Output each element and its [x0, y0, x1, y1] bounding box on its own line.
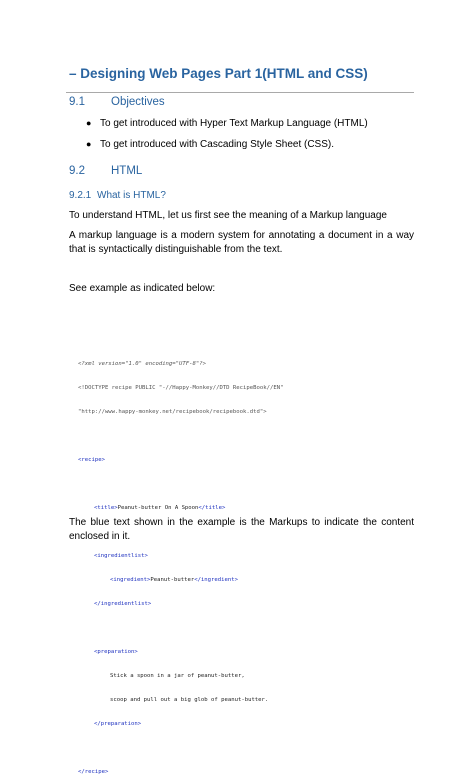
list-item — [86, 139, 334, 150]
code-tag: </ingredientlist> — [94, 601, 152, 607]
code-xml-declaration: <?xml version="1.0" encoding="UTF-8"?> — [78, 361, 206, 367]
paragraph-intro: To understand HTML, let us first see the meaning of a Markup language — [69, 210, 387, 221]
list-item-text: To get introduced with Cascading Style Sheet (CSS). — [100, 139, 335, 150]
section-title: HTML — [111, 165, 143, 177]
code-text: Peanut-butter — [150, 577, 195, 583]
code-doctype-line: "http://www.happy-monkey.net/recipebook/recipebook.dtd"> — [78, 409, 267, 415]
code-text: Stick a spoon in a jar of peanut-butter, — [110, 673, 245, 679]
code-tag: <ingredientlist> — [94, 553, 148, 559]
code-line — [78, 504, 283, 512]
code-tag: <recipe> — [78, 457, 105, 463]
paragraph-definition: A markup language is a modern system for annotating a document in a way that is syntactically distinguishable from the text. — [69, 230, 414, 255]
code-example — [78, 344, 283, 784]
title-divider — [66, 92, 414, 93]
paragraph-conclusion: The blue text shown in the example is the Markups to indicate the content enclosed in it. — [69, 517, 414, 542]
list-item — [86, 118, 368, 129]
subsection-title: What is HTML? — [97, 190, 166, 201]
code-line — [78, 576, 283, 584]
code-tag: <title> — [94, 505, 118, 511]
paragraph-see-example: See example as indicated below: — [69, 283, 216, 294]
code-tag: <ingredient> — [110, 577, 151, 583]
code-tag: </preparation> — [94, 721, 142, 727]
subsection-heading — [69, 190, 166, 201]
code-doctype-line: <!DOCTYPE recipe PUBLIC "-//Happy-Monkey//DTD RecipeBook//EN" — [78, 385, 284, 391]
bullet-icon: ● — [86, 118, 92, 128]
section-number: 9.1 — [69, 96, 85, 108]
section-heading-objectives — [69, 96, 165, 108]
subsection-number: 9.2.1 — [69, 190, 92, 201]
section-title: Objectives — [111, 96, 165, 108]
code-text: scoop and pull out a big glob of peanut-butter. — [110, 697, 269, 703]
list-item-text: To get introduced with Hyper Text Markup Language (HTML) — [100, 118, 368, 129]
bullet-icon: ● — [86, 139, 92, 149]
code-tag: <preparation> — [94, 649, 138, 655]
code-tag: </title> — [198, 505, 226, 511]
section-number: 9.2 — [69, 165, 85, 177]
page-title: – Designing Web Pages Part 1(HTML and CSS) — [69, 66, 368, 81]
code-tag: </recipe> — [78, 769, 109, 775]
section-heading-html — [69, 165, 142, 177]
code-tag: </ingredient> — [194, 577, 238, 583]
code-text: Peanut-butter On A Spoon — [117, 505, 199, 511]
